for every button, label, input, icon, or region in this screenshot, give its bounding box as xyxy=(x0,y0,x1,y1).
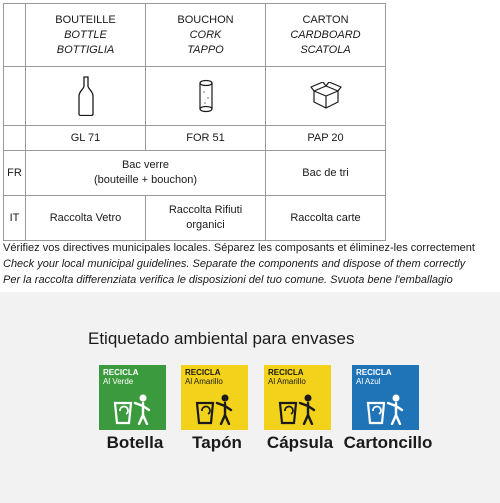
header-row xyxy=(4,4,386,67)
code-cardboard: PAP 20 xyxy=(266,126,386,151)
note-it: Per la raccolta differenziata verifica le disposizioni del tuo comune. Svuota bene l'emballagio xyxy=(3,274,453,286)
corner-cell xyxy=(4,4,26,67)
it-paper: Raccolta carte xyxy=(266,196,386,241)
environmental-label-banner xyxy=(0,292,500,503)
banner-title: Etiquetado ambiental para envases xyxy=(88,329,355,348)
lang-it: IT xyxy=(4,196,26,241)
fr-sort-bin: Bac de tri xyxy=(266,151,386,196)
header-bottle: BOUTEILLE BOTTLE BOTTIGLIA xyxy=(26,4,146,67)
recycle-person-icon xyxy=(193,393,237,425)
note-en: Check your local municipal guidelines. Separate the components and dispose of them correctly xyxy=(3,258,466,270)
icon-row xyxy=(4,67,386,126)
recycle-person-icon xyxy=(276,393,320,425)
box-icon xyxy=(266,67,386,126)
recycle-person-icon xyxy=(111,393,155,425)
bottle-icon xyxy=(26,67,146,126)
fr-row xyxy=(4,151,386,196)
label-name-capsula: Cápsula xyxy=(266,433,334,452)
code-cork: FOR 51 xyxy=(146,126,266,151)
recycle-badge-green: RECICLA Al Verde xyxy=(99,365,166,430)
header-cork: BOUCHON CORK TAPPO xyxy=(146,4,266,67)
it-organic: Raccolta Rifiuti organici xyxy=(146,196,266,241)
recycle-person-icon xyxy=(364,393,408,425)
label-yellow-2 xyxy=(264,365,334,452)
cork-icon xyxy=(146,67,266,126)
recycling-table xyxy=(3,3,386,241)
recycle-badge-blue: RECICLA Al Azul xyxy=(352,365,419,430)
label-yellow-1 xyxy=(181,365,251,452)
lang-fr: FR xyxy=(4,151,26,196)
label-green xyxy=(99,365,169,452)
label-blue xyxy=(343,365,433,452)
code-bottle: GL 71 xyxy=(26,126,146,151)
disposal-notes xyxy=(3,240,475,288)
it-row xyxy=(4,196,386,241)
header-cardboard: CARTON CARDBOARD SCATOLA xyxy=(266,4,386,67)
code-row xyxy=(4,126,386,151)
label-name-tapon: Tapón xyxy=(192,433,242,452)
note-fr: Vérifiez vos directives municipales locales. Séparez les composants et éliminez-les correctement xyxy=(3,242,475,254)
recycle-badge-yellow: RECICLA Al Amarillo xyxy=(264,365,331,430)
fr-glass-bin: Bac verre (bouteille + bouchon) xyxy=(26,151,266,196)
it-glass: Raccolta Vetro xyxy=(26,196,146,241)
label-name-cartoncillo: Cartoncillo xyxy=(343,433,433,452)
label-name-botella: Botella xyxy=(106,433,164,452)
recycle-badge-yellow: RECICLA Al Amarillo xyxy=(181,365,248,430)
